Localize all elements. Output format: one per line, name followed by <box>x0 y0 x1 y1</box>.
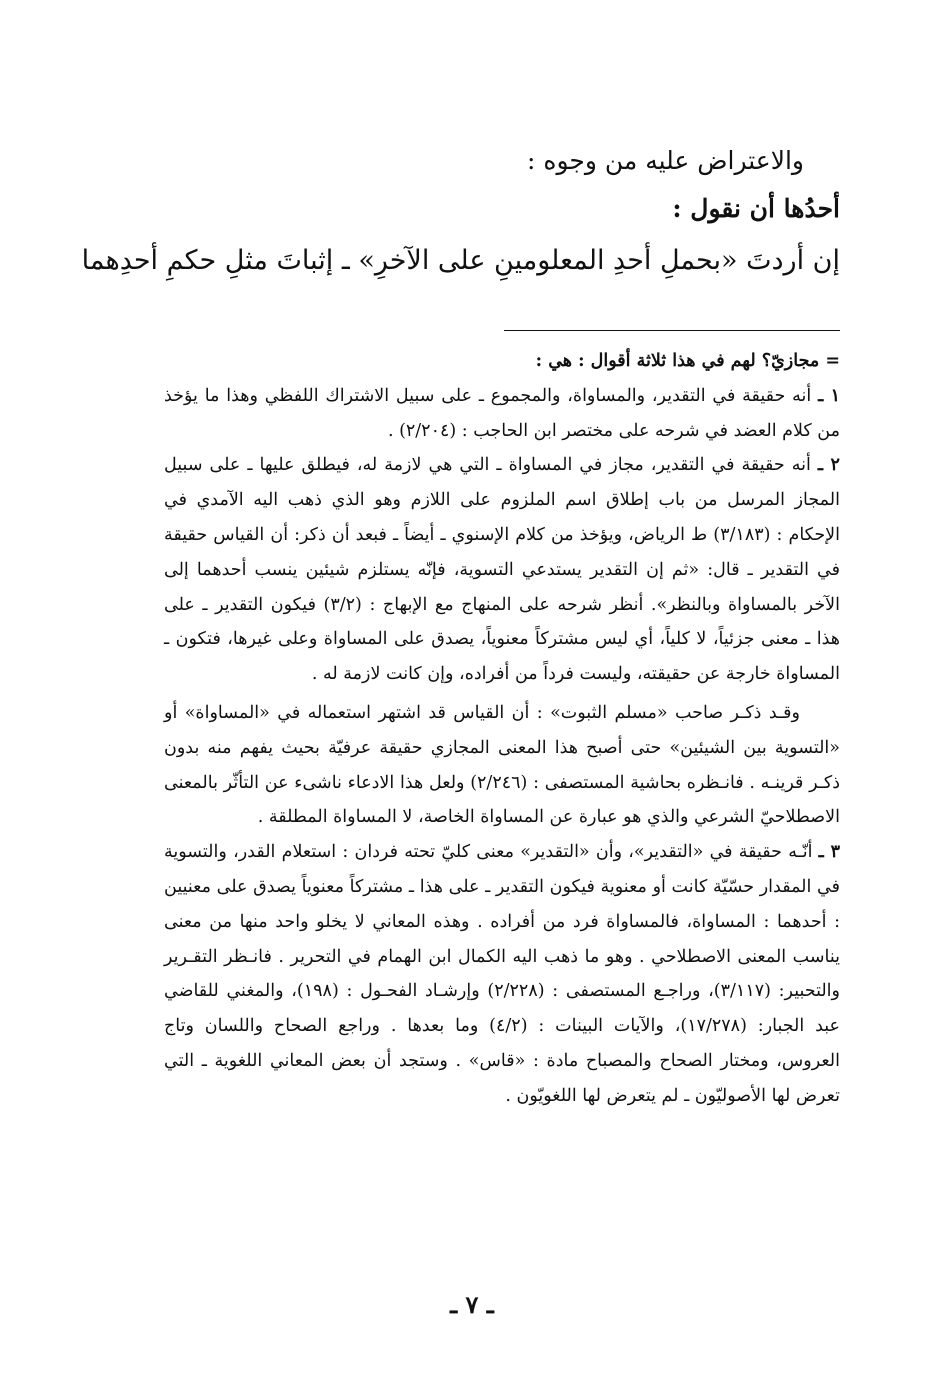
footnotes <box>164 344 840 1114</box>
footnote-separator <box>504 330 840 331</box>
main-text-line-2: أحدُها أن نقول : <box>672 194 840 223</box>
item-number-3: ٣ ـ <box>818 842 840 863</box>
item-number-2: ٢ ـ <box>817 455 840 476</box>
footnote-paragraph-3 <box>164 696 840 835</box>
footnote-paragraph-1-text: أنه حقيقة في التقدير، والمساواة، والمجموع ـ على سبيل الاشتراك اللفظي وهذا ما يؤخذ من كلام العضد في شرحه على مختصر ابن الحاجب : (٢/٢٠٤) . <box>164 385 840 441</box>
footnote-paragraph-4-lead: أنّـه حقيقة في «التقدير»، وأن «التقدير» معنى كليّ تحته فردان : استعلام القدر، <box>233 842 813 863</box>
main-text-line-3: إن أردتَ «بحملِ أحدِ المعلومينِ على الآخرِ» ـ إثباتَ مثلِ حكمِ أحدِهما <box>81 245 840 276</box>
page-number: ـ ٧ ـ <box>450 1290 494 1319</box>
footnote-heading: = مجازيّ؟ لهم في هذا ثلاثة أقوال : هي : <box>535 351 840 371</box>
main-text-line-1: والاعتراض عليه من وجوه : <box>526 146 804 175</box>
item-number-1: ١ ـ <box>818 385 840 406</box>
footnote-paragraph-2 <box>164 448 840 692</box>
footnote-paragraph-2-lead: أنه حقيقة في التقدير، مجاز في المساواة ـ التي هي لازمة له، فيطلق عليها ـ <box>247 455 811 476</box>
footnote-paragraph-4 <box>164 835 840 1113</box>
footnote-paragraph-3-text: وقـد ذكـر صاحب «مسلم الثبوت» : أن القياس قد اشتهر استعماله في «المساواة» أو «التسوية بين الشيئين» حتى أصبح هذا المعنى المجازي حقيقة عرفيّة بحيث يفهم منه بدون ذكـر قرينـه . فانـظره بحاشية المستصفى : (٢/٢٤٦) ولعل هذا الادعاء ناشىء عن التأثّر بالمعنى الاصطلاحيّ الشرعي والذي هو عبارة عن المساواة الخاصة، لا المساواة المطلقة . <box>164 702 840 828</box>
footnote-paragraph-2-text: على سبيل المجاز المرسل من باب إطلاق اسم الملزوم على اللازم وهو الذي ذهب اليه الآمدي في الإحكام : (٣/١٨٣) ط الرياض، ويؤخذ من كلام الإسنوي ـ أيضاً ـ فبعد أن ذكر: أن القياس حقيقة في التقدير ـ قال: «ثم إن التقدير يستدعي التسوية، فإنّه يستلزم شيئين ينسب أحدهما إلى الآخر بالمساواة وبالنظر». أنظر شرحه على المنهاج مع الإبهاج : (٣/٢) فيكون التقدير ـ على هذا ـ معنى جزئياً، لا كلياً، أي ليس مشتركاً معنوياً، يصدق على المساواة وعلى غيرها، فتكون ـ المساواة خارجة عن حقيقته، وليست فرداً من أفراده، وإن كانت لازمة له . <box>164 455 840 685</box>
footnote-paragraph-4-text: والتسوية في المقدار حسّيّة كانت أو معنوية فيكون التقدير ـ على هذا ـ مشتركاً معنوياً يصدق على معنيين : أحدهما : المساواة، فالمساواة فرد من أفراده . وهذه المعاني لا يخلو واحد منها من معنى يناسب المعنى الاصطلاحي . وهو ما ذهب اليه الكمال ابن الهمام في التحرير . فانـظر التقـرير والتحبير: (٣/١١٧)، وراجـع المستصفى : (٢/٢٢٨) وإرشـاد الفحـول : (١٩٨)، والمغني للقاضي عبد الجبار: (١٧/٢٧٨)، والآيات البينات : (٤/٢) وما بعدها . وراجع الصحاح واللسان وتاج العروس، ومختار الصحاح والمصباح مادة : «قاس» . وستجد أن بعض المعاني اللغوية ـ التي تعرض لها الأصوليّون ـ لم يتعرض لها اللغويّون . <box>164 842 841 1106</box>
footnote-paragraph-1 <box>164 379 840 449</box>
